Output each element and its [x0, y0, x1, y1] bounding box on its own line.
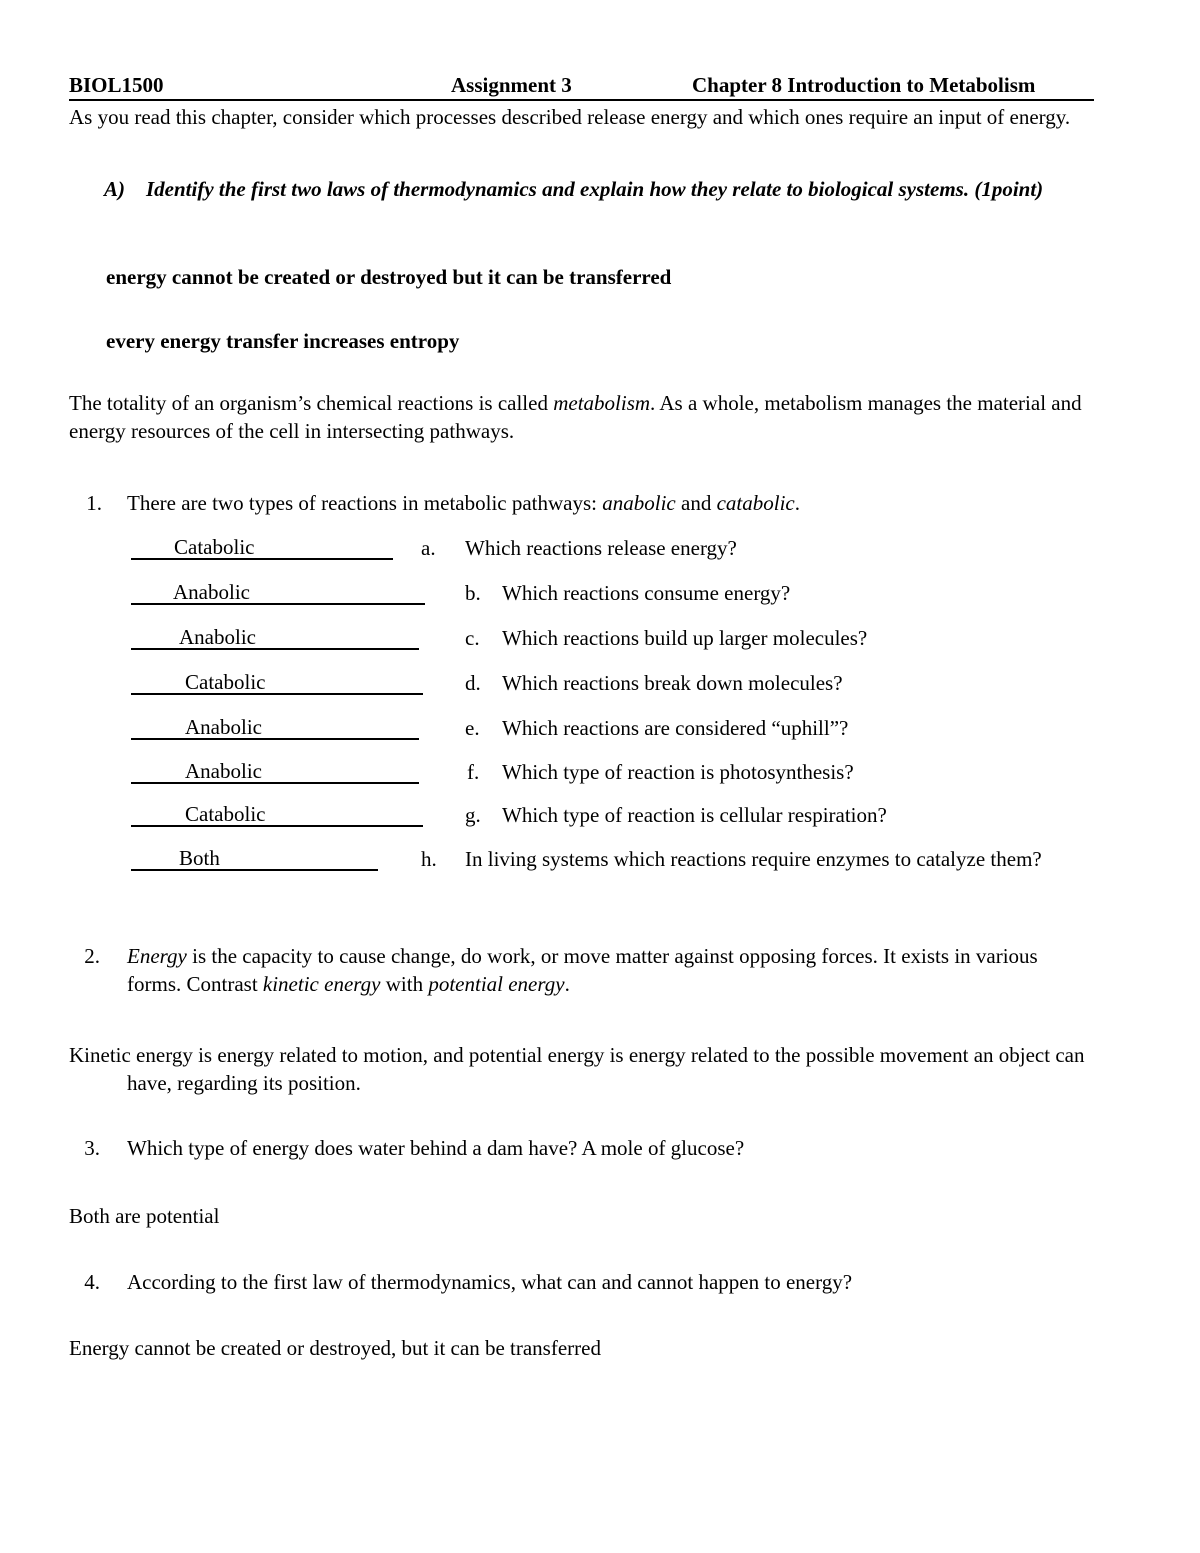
- question-3-answer: Both are potential: [69, 1204, 220, 1228]
- q2-text2: with: [380, 972, 429, 996]
- q1-mid: and: [675, 491, 717, 515]
- q1-prefix: There are two types of reactions in metabolic pathways:: [127, 491, 603, 515]
- part-a-label: A): [104, 177, 125, 201]
- anabolic-term: anabolic: [602, 491, 676, 515]
- header-divider: [69, 99, 1094, 101]
- question-2-number: 2.: [84, 944, 100, 968]
- kinetic-energy-term: kinetic energy: [262, 972, 381, 996]
- item-letter-e: e.: [465, 716, 480, 740]
- answer-blank-f[interactable]: Anabolic: [131, 758, 419, 784]
- item-question-g: Which type of reaction is cellular respiration?: [502, 803, 887, 827]
- item-question-h: In living systems which reactions require enzymes to catalyze them?: [465, 847, 1042, 871]
- item-question-e: Which reactions are considered “uphill”?: [502, 716, 849, 740]
- question-4-text: According to the first law of thermodynamics, what can and cannot happen to energy?: [127, 1270, 853, 1294]
- energy-term: Energy: [127, 944, 187, 968]
- course-code: BIOL1500: [69, 73, 164, 97]
- item-letter-c: c.: [465, 626, 480, 650]
- q2-text3: .: [564, 972, 570, 996]
- answer-blank-c[interactable]: Anabolic: [131, 624, 419, 650]
- item-question-d: Which reactions break down molecules?: [502, 671, 843, 695]
- item-letter-d: d.: [465, 671, 481, 695]
- part-a-question: Identify the first two laws of thermodynamics and explain how they relate to biological systems. (1point): [146, 177, 1044, 201]
- answer-blank-g[interactable]: Catabolic: [131, 801, 423, 827]
- chapter-title: Chapter 8 Introduction to Metabolism: [692, 73, 1036, 97]
- question-3-number: 3.: [84, 1136, 100, 1160]
- assignment-title: Assignment 3: [451, 73, 572, 97]
- part-a-answer-first-law: energy cannot be created or destroyed but it can be transferred: [106, 265, 672, 289]
- answer-blank-d[interactable]: Catabolic: [131, 669, 423, 695]
- question-2-answer: Kinetic energy is energy related to motion, and potential energy is energy related to the possible movement an object can have, regarding its position.: [69, 1043, 1085, 1095]
- question-4-answer: Energy cannot be created or destroyed, but it can be transferred: [69, 1336, 601, 1360]
- answer-blank-e[interactable]: Anabolic: [131, 714, 419, 740]
- item-question-b: Which reactions consume energy?: [502, 581, 791, 605]
- item-letter-a: a.: [421, 536, 436, 560]
- answer-blank-h[interactable]: Both: [131, 845, 378, 871]
- question-1-text: [127, 489, 800, 517]
- part-a-answer-second-law: every energy transfer increases entropy: [106, 329, 460, 353]
- q1-suffix: .: [794, 491, 800, 515]
- item-letter-b: b.: [465, 581, 481, 605]
- metabolism-paragraph: [69, 389, 1094, 445]
- q2-text1: is the capacity to cause change, do work, or move matter against opposing forces. It exists in various forms. Contrast: [127, 944, 1038, 996]
- item-question-f: Which type of reaction is photosynthesis?: [502, 760, 854, 784]
- item-question-a: Which reactions release energy?: [465, 536, 737, 560]
- answer-blank-b[interactable]: Anabolic: [131, 579, 425, 605]
- metabolism-text-before: The totality of an organism’s chemical reactions is called: [69, 391, 554, 415]
- item-letter-h: h.: [421, 847, 437, 871]
- metabolism-text-after: . As a whole, metabolism manages the material and energy resources of the cell in intersecting pathways.: [69, 391, 1082, 443]
- item-letter-f: f.: [467, 760, 480, 784]
- intro-paragraph: As you read this chapter, consider which processes described release energy and which ones require an input of energy.: [69, 105, 1071, 129]
- potential-energy-term: potential energy: [428, 972, 565, 996]
- item-letter-g: g.: [465, 803, 481, 827]
- question-3-text: Which type of energy does water behind a dam have? A mole of glucose?: [127, 1136, 745, 1160]
- catabolic-term: catabolic: [716, 491, 795, 515]
- question-4-number: 4.: [84, 1270, 100, 1294]
- question-2-text: [127, 942, 1092, 998]
- item-question-c: Which reactions build up larger molecules?: [502, 626, 868, 650]
- answer-blank-a[interactable]: Catabolic: [131, 534, 393, 560]
- metabolism-term: metabolism: [553, 391, 651, 415]
- question-1-number: 1.: [86, 491, 102, 515]
